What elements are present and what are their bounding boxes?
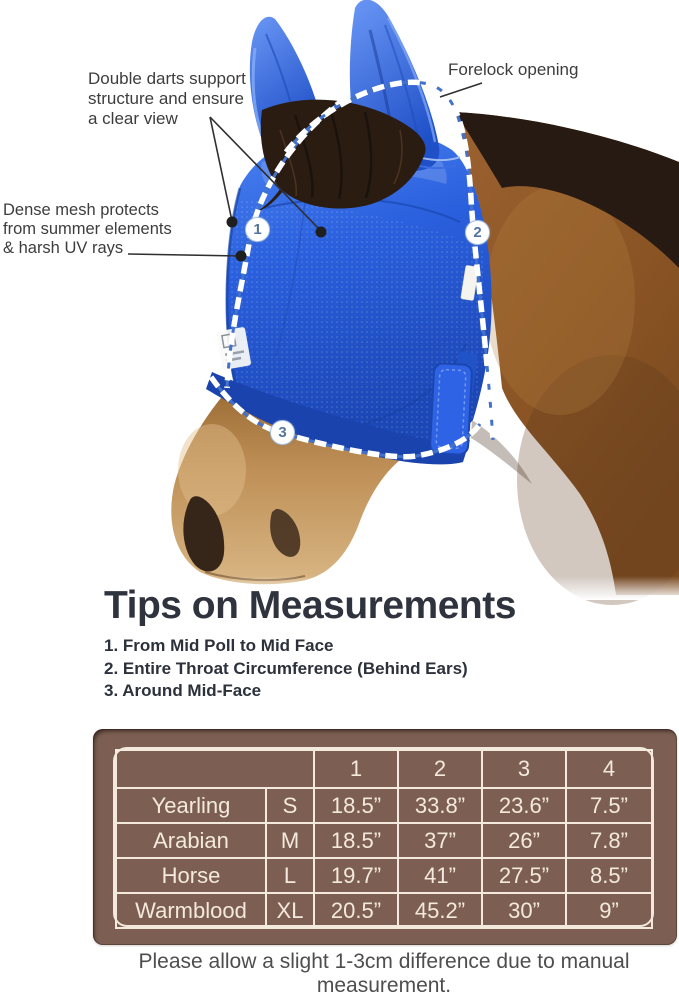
callout-line: Dense mesh protects <box>3 201 159 219</box>
size-chart-frame <box>113 747 654 927</box>
callout-line: structure and ensure <box>88 89 244 108</box>
size-chart-table <box>115 749 653 929</box>
callout-forelock-opening <box>448 60 578 80</box>
table-row-warmblood <box>116 893 652 928</box>
callout-dense-mesh <box>3 201 172 258</box>
measure-marker-2: 2 <box>465 220 490 245</box>
tips-list <box>104 635 516 703</box>
callout-line: a clear view <box>88 109 178 128</box>
value-cell: 27.5” <box>482 858 566 893</box>
size-cell: L <box>266 858 314 893</box>
breed-cell: Yearling <box>116 788 266 823</box>
measurement-disclaimer: Please allow a slight 1-3cm difference due to manual measurement. <box>138 950 630 997</box>
size-chart-card <box>93 729 677 945</box>
value-cell: 26” <box>482 823 566 858</box>
value-cell: 45.2” <box>398 893 482 928</box>
value-cell: 18.5” <box>314 823 398 858</box>
size-chart-header-row <box>116 750 652 788</box>
callout-line: from summer elements <box>3 220 172 238</box>
tip-item: 3. Around Mid-Face <box>104 681 262 701</box>
table-row-yearling <box>116 788 652 823</box>
measure-marker-3: 3 <box>270 420 295 445</box>
size-cell: M <box>266 823 314 858</box>
callout-double-darts <box>88 69 246 129</box>
callout-line: Double darts support <box>88 69 246 88</box>
callout-line: & harsh UV rays <box>3 239 124 257</box>
value-cell: 7.8” <box>566 823 652 858</box>
value-cell: 23.6” <box>482 788 566 823</box>
breed-cell: Arabian <box>116 823 266 858</box>
value-cell: 33.8” <box>398 788 482 823</box>
value-cell: 37” <box>398 823 482 858</box>
value-cell: 18.5” <box>314 788 398 823</box>
size-chart-corner-cell <box>116 750 314 788</box>
value-cell: 19.7” <box>314 858 398 893</box>
value-cell: 41” <box>398 858 482 893</box>
size-cell: S <box>266 788 314 823</box>
tips-section <box>104 585 516 703</box>
measure-marker-1: 1 <box>245 217 270 242</box>
table-row-horse <box>116 858 652 893</box>
value-cell: 7.5” <box>566 788 652 823</box>
value-cell: 20.5” <box>314 893 398 928</box>
value-cell: 9” <box>566 893 652 928</box>
breed-cell: Horse <box>116 858 266 893</box>
value-cell: 8.5” <box>566 858 652 893</box>
value-cell: 30” <box>482 893 566 928</box>
column-header-2: 2 <box>398 750 482 788</box>
mask-velcro-strap <box>430 363 473 455</box>
column-header-1: 1 <box>314 750 398 788</box>
tip-item: 2. Entire Throat Circumference (Behind Ears) <box>104 658 468 678</box>
column-header-3: 3 <box>482 750 566 788</box>
breed-cell: Warmblood <box>116 893 266 928</box>
callout-line: Forelock opening <box>448 60 579 79</box>
size-cell: XL <box>266 893 314 928</box>
tips-title: Tips on Measurements <box>104 584 516 627</box>
table-row-arabian <box>116 823 652 858</box>
tip-item: 1. From Mid Poll to Mid Face <box>104 636 334 655</box>
column-header-4: 4 <box>566 750 652 788</box>
